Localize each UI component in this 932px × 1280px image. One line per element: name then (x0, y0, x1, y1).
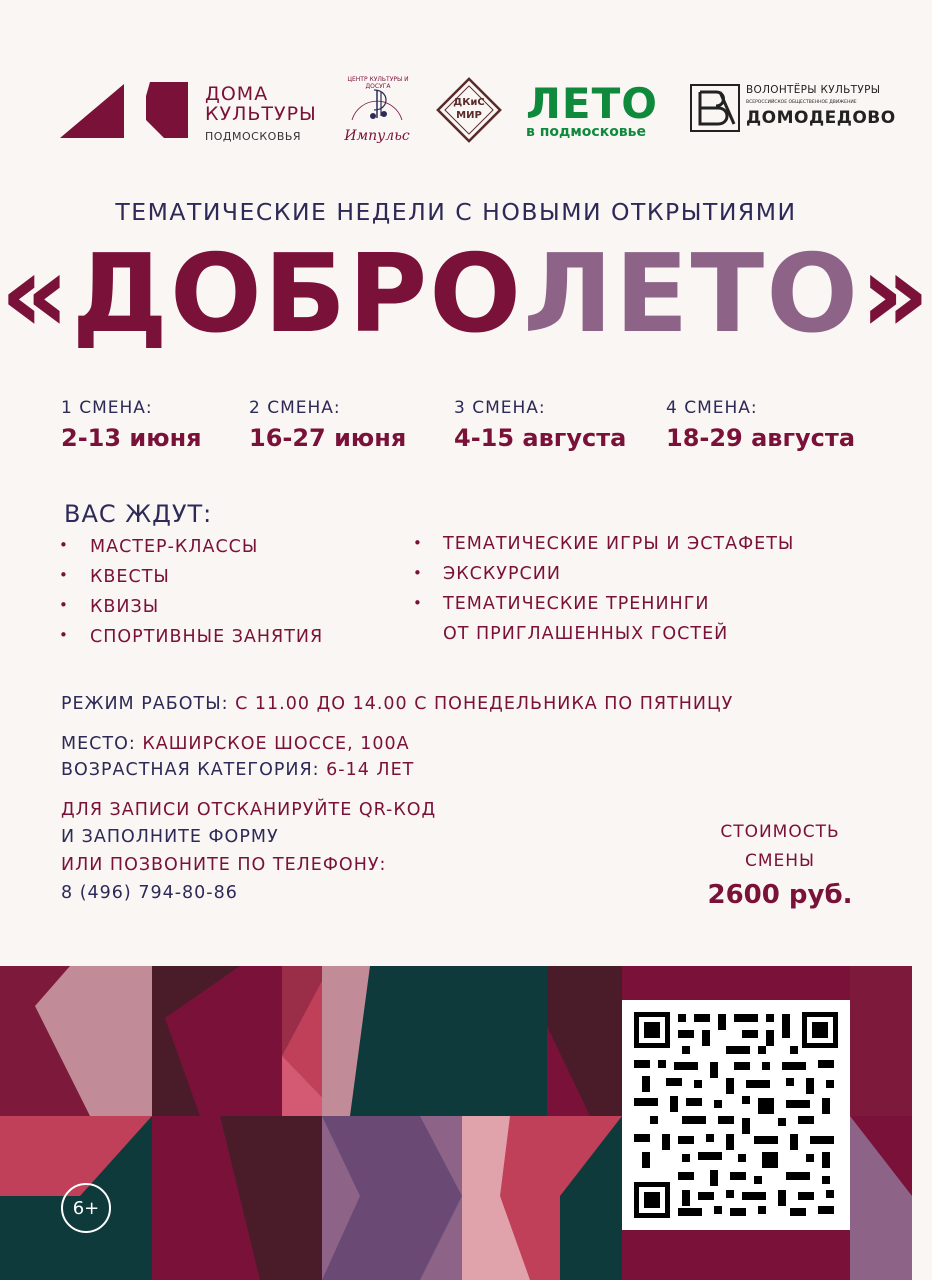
cost-value: 2600 руб. (707, 880, 853, 910)
volunteers-top: ВОЛОНТЁРЫ КУЛЬТУРЫ (746, 84, 881, 96)
schedule-value: С 11.00 ДО 14.00 С ПОНЕДЕЛЬНИКА ПО ПЯТНИЦУ (235, 694, 734, 714)
leto-sub: в подмосковье (526, 124, 647, 140)
bullet-icon: • (59, 626, 68, 644)
shift-dates: 16-27 июня (249, 424, 407, 452)
impuls-arc-text: ЦЕНТР КУЛЬТУРЫ И ДОСУГА (347, 76, 409, 90)
activity-item: КВИЗЫ (90, 597, 160, 617)
logo-volunteers (690, 84, 896, 136)
bullet-icon: • (59, 566, 68, 584)
shift-label: 4 СМЕНА: (666, 398, 758, 418)
event-title (0, 232, 932, 357)
impuls-name: Импульс (344, 128, 410, 144)
activity-item: ТЕМАТИЧЕСКИЕ ИГРЫ И ЭСТАФЕТЫ (443, 534, 795, 554)
shift-4 (666, 398, 855, 452)
signup-line-3: ИЛИ ПОЗВОНИТЕ ПО ТЕЛЕФОНУ: (61, 855, 387, 875)
shift-2 (249, 398, 406, 452)
place-line (61, 734, 410, 754)
shift-dates: 4-15 августа (454, 424, 627, 452)
age-rating-badge: 6+ (61, 1183, 111, 1233)
signup-line-1: ДЛЯ ЗАПИСИ ОТСКАНИРУЙТЕ QR-КОД (61, 800, 437, 820)
age-line (61, 760, 414, 780)
qr-code-icon (622, 1000, 850, 1230)
phone-number[interactable]: 8 (496) 794-80-86 (61, 883, 238, 903)
activity-item: ТЕМАТИЧЕСКИЕ ТРЕНИНГИ (443, 594, 710, 614)
title-close-quote: » (860, 232, 932, 357)
logo-dk-line1: ДОМА (205, 83, 269, 105)
activity-item: ЭКСКУРСИИ (443, 564, 561, 584)
schedule-line (61, 694, 733, 714)
logo-dk-line3: ПОДМОСКОВЬЯ (205, 130, 302, 143)
bullet-icon: • (59, 596, 68, 614)
activity-item: ОТ ПРИГЛАШЕННЫХ ГОСТЕЙ (443, 624, 729, 644)
shift-label: 3 СМЕНА: (454, 398, 546, 418)
cost-label-1: СТОИМОСТЬ (720, 822, 840, 842)
signup-line-2: И ЗАПОЛНИТЕ ФОРМУ (61, 827, 279, 847)
bullet-icon: • (413, 534, 422, 552)
volunteers-bottom: ДОМОДЕДОВО (746, 108, 896, 128)
logo-dksmir (437, 78, 501, 142)
shift-3 (454, 398, 626, 452)
cost-block (700, 818, 860, 910)
shift-label: 2 СМЕНА: (249, 398, 341, 418)
activity-item: МАСТЕР-КЛАССЫ (90, 537, 259, 557)
age-label: ВОЗРАСТНАЯ КАТЕГОРИЯ: (61, 760, 320, 780)
bullet-icon: • (413, 564, 422, 582)
activity-item: КВЕСТЫ (90, 567, 170, 587)
bullet-icon: • (413, 594, 422, 612)
cost-label-2: СМЕНЫ (744, 851, 816, 871)
event-subtitle: ТЕМАТИЧЕСКИЕ НЕДЕЛИ С НОВЫМИ ОТКРЫТИЯМИ (115, 198, 797, 226)
shift-label: 1 СМЕНА: (61, 398, 153, 418)
activities-title: ВАС ЖДУТ: (64, 500, 213, 528)
title-dark-part: ДОБРО (71, 232, 524, 357)
place-value: КАШИРСКОЕ ШОССЕ, 100А (142, 734, 410, 754)
leto-main: ЛЕТО (526, 79, 658, 128)
age-value: 6-14 ЛЕТ (326, 760, 415, 780)
shift-dates: 18-29 августа (666, 424, 856, 452)
shift-1 (61, 398, 202, 452)
logo-doma-kultury (60, 80, 317, 143)
place-label: МЕСТО: (61, 734, 136, 754)
logo-impuls (336, 76, 418, 150)
qr-code[interactable] (622, 1000, 850, 1230)
volunteers-emblem-icon (690, 84, 740, 132)
volunteers-mid: ВСЕРОССИЙСКОЕ ОБЩЕСТВЕННОЕ ДВИЖЕНИЕ (746, 100, 857, 105)
logo-dk-line2: КУЛЬТУРЫ (205, 103, 317, 125)
logo-leto-podmoskovye (526, 79, 666, 140)
doma-kultury-emblem-icon (60, 82, 190, 138)
schedule-label: РЕЖИМ РАБОТЫ: (61, 694, 229, 714)
title-light-part: ЛЕТО (523, 232, 861, 357)
activity-item: СПОРТИВНЫЕ ЗАНЯТИЯ (90, 627, 324, 647)
shift-dates: 2-13 июня (61, 424, 202, 452)
dksmir-text: ДКиС МИР (453, 97, 485, 121)
bullet-icon: • (59, 536, 68, 554)
title-open-quote: « (0, 232, 72, 357)
